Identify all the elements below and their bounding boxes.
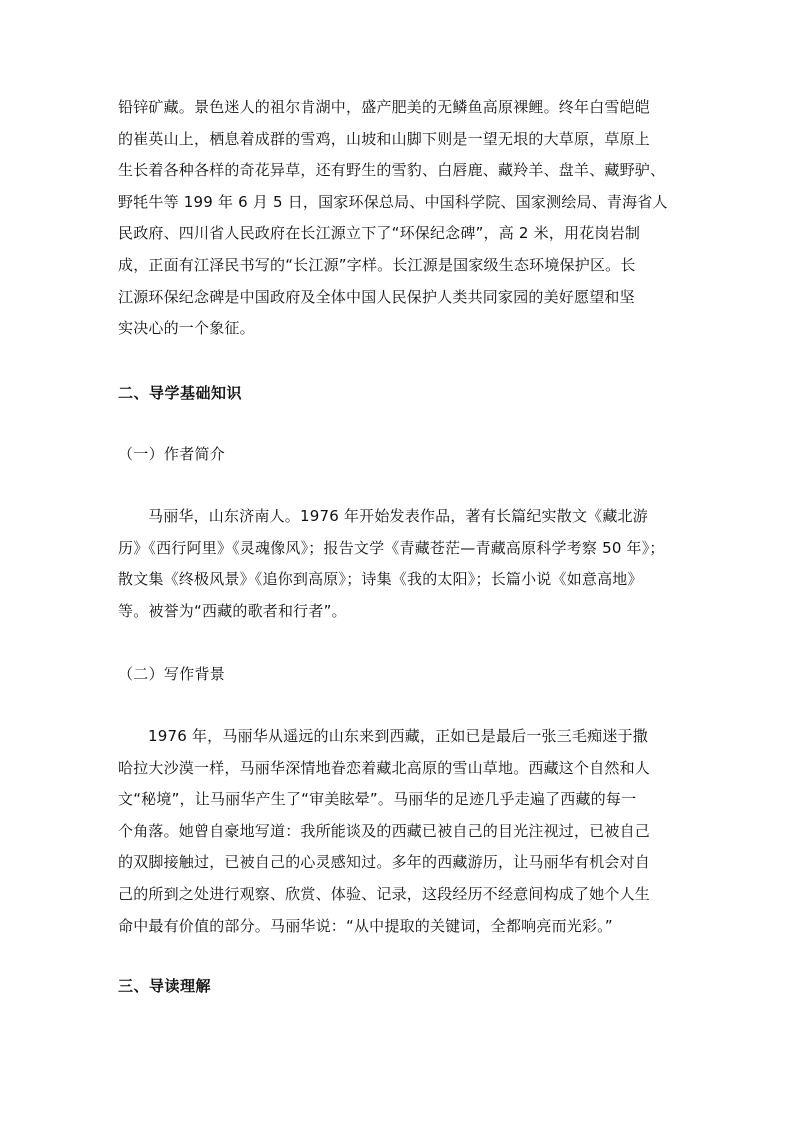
paragraph-line: 的双脚接触过，已被自己的心灵感知过。多年的西藏游历，让马丽华有机会对自 <box>118 853 651 872</box>
paragraph-line: 个角落。她曾自豪地写道：我所能谈及的西藏已被自己的目光注视过，已被自己 <box>118 821 651 840</box>
paragraph-line: 江源环保纪念碑是中国政府及全体中国人民保护人类共同家园的美好愿望和坚 <box>118 287 635 306</box>
paragraph-line: 等。被誉为“西藏的歌者和行者”。 <box>118 601 347 620</box>
paragraph-line: 的崔英山上，栖息着成群的雪鸡，山坡和山脚下则是一望无垠的大草原，草原上 <box>118 129 651 148</box>
paragraph-line: 生长着各种各样的奇花异草，还有野生的雪豹、白唇鹿、藏羚羊、盘羊、藏野驴、 <box>118 161 666 180</box>
paragraph-line: 成，正面有江泽民书写的“长江源”字样。长江源是国家级生态环境保护区。长 <box>118 255 636 274</box>
paragraph-line: 野牦牛等 199 年 6 月 5 日，国家环保总局、中国科学院、国家测绘局、青海省人 <box>118 192 668 211</box>
paragraph-line: 哈拉大沙漠一样，马丽华深情地眷恋着藏北高原的雪山草地。西藏这个自然和人 <box>118 758 651 777</box>
paragraph-line: 1976 年，马丽华从遥远的山东来到西藏，正如已是最后一张三毛痴迷于撒 <box>148 727 648 745</box>
paragraph-line: 马丽华，山东济南人。1976 年开始发表作品，著有长篇纪实散文《藏北游 <box>148 507 648 525</box>
paragraph-line: 散文集《终极风景》《追你到高原》；诗集《我的太阳》；长篇小说《如意高地》 <box>118 570 643 589</box>
intro-paragraph <box>118 92 678 345</box>
paragraph-line: 命中最有价值的部分。马丽华说：“从中提取的关键词，全都响亮而光彩。” <box>118 916 613 935</box>
paragraph-line: 己的所到之处进行观察、欣赏、体验、记录，这段经历不经意间构成了她个人生 <box>118 884 651 903</box>
paragraph-line: 铅锌矿藏。景色迷人的祖尔肯湖中，盛产肥美的无鳞鱼高原裸鲤。终年白雪皑皑 <box>118 98 651 116</box>
paragraph-line: 民政府、四川省人民政府在长江源立下了“环保纪念碑”，高 2 米，用花岗岩制 <box>118 224 641 243</box>
author-paragraph <box>118 501 678 627</box>
paragraph-line: 文“秘境”，让马丽华产生了“审美眩晕”。马丽华的足迹几乎走遍了西藏的每一 <box>118 790 637 809</box>
paragraph-line: 历》《西行阿里》《灵魂像风》；报告文学《青藏苍茫—青藏高原科学考察 50 年》； <box>118 538 665 557</box>
subsection-title: （二）写作背景 <box>118 665 226 683</box>
paragraph-line: 实决心的一个象征。 <box>118 319 255 338</box>
section-heading: 三、导读理解 <box>118 977 212 995</box>
section-heading: 二、导学基础知识 <box>118 384 243 402</box>
background-paragraph <box>118 721 678 942</box>
subsection-title: （一）作者简介 <box>118 445 226 463</box>
